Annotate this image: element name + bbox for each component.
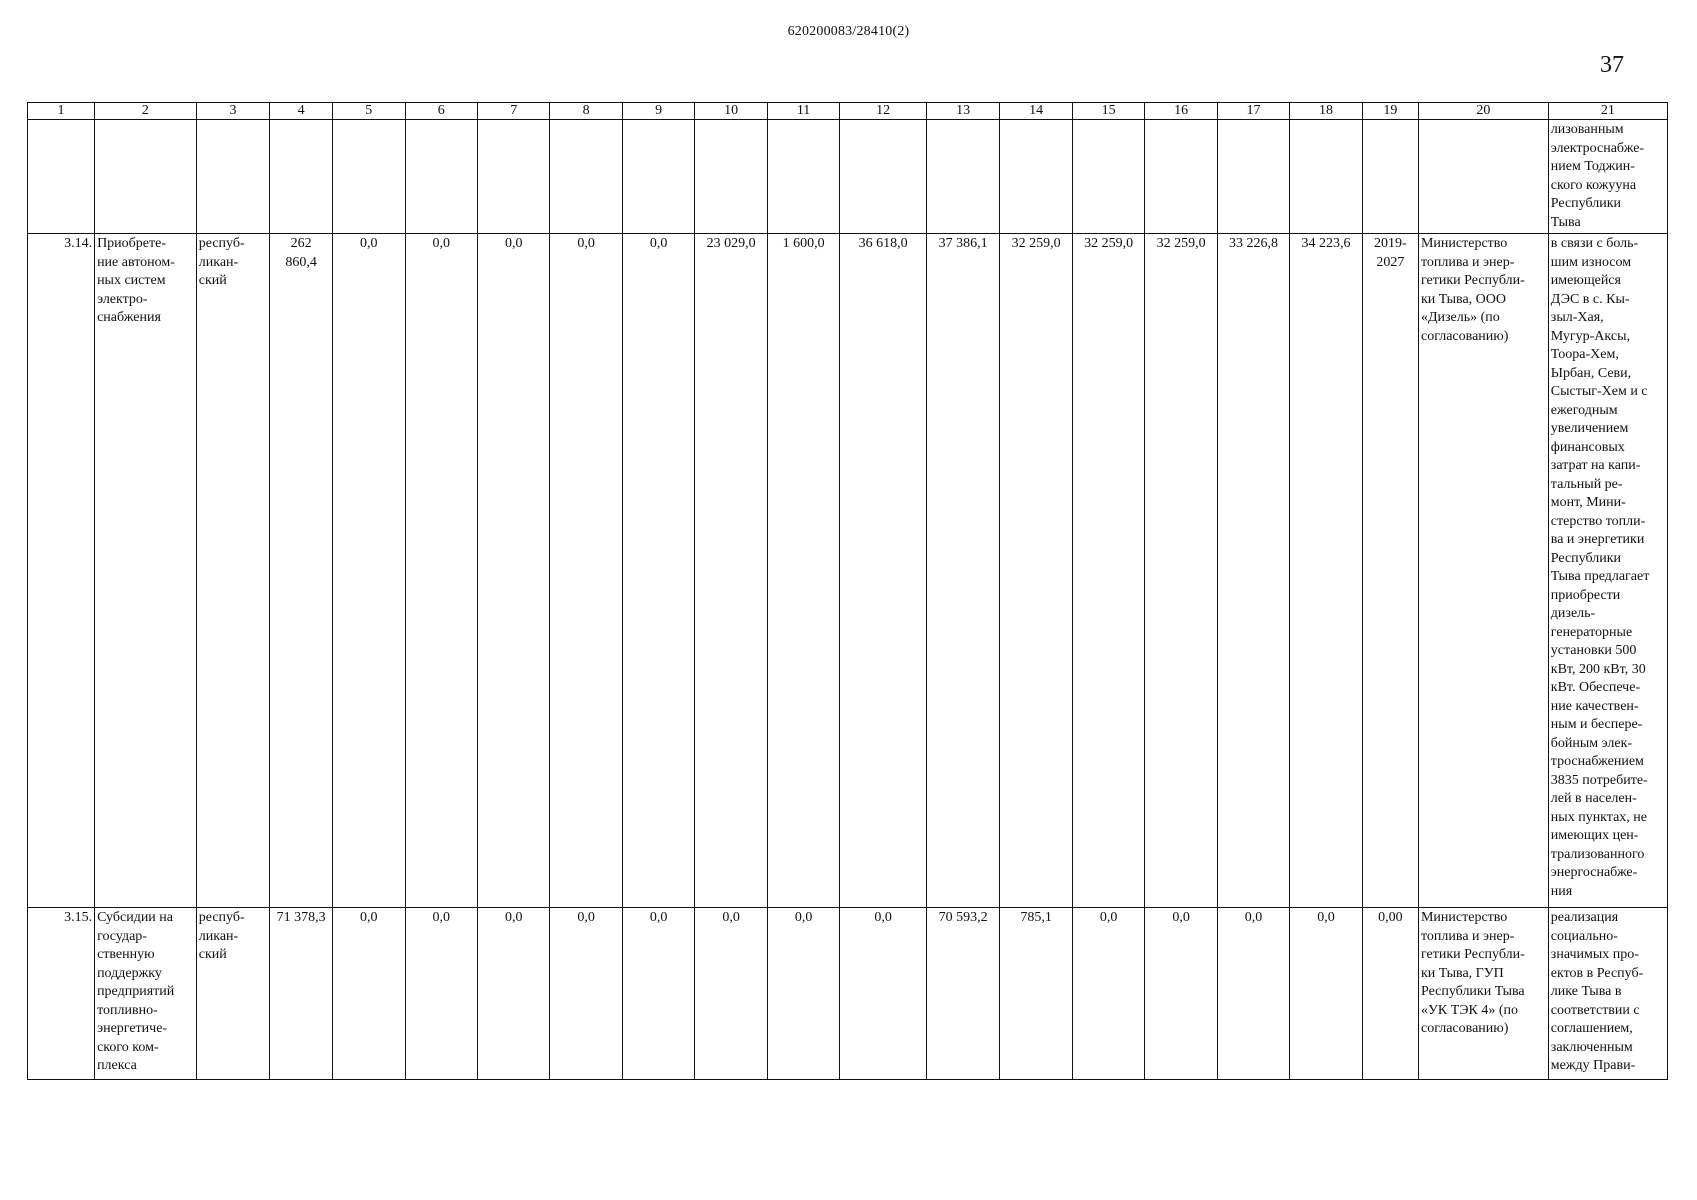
cell-budget-level <box>196 120 270 234</box>
cell-period: 2019- 2027 <box>1362 234 1418 908</box>
cell-responsible: Министерство топлива и энер- гетики Республи- ки Тыва, ГУП Республики Тыва «УК ТЭК 4» (по согласованию) <box>1418 908 1548 1080</box>
cell-value: 0,0 <box>333 234 405 908</box>
col-num-1: 1 <box>28 103 95 120</box>
col-num-10: 10 <box>695 103 767 120</box>
cell-value <box>840 120 927 234</box>
table-row-continuation <box>28 120 1668 234</box>
cell-budget-level: респуб- ликан- ский <box>196 908 270 1080</box>
cell-expected-result: в связи с боль- шим износом имеющейся ДЭС в с. Кы- зыл-Хая, Мугур-Аксы, Тоора-Хем, Ырбан, Севи, Сыстыг-Хем и с ежегодным увеличением финансовых затрат на капи- тальный ре- монт, Мини- стерство топли- ва и энергетики Республики Тыва предлагает приобрести дизель- генераторные установки 500 кВт, 200 кВт, 30 кВт. Обеспече- ние качествен- ным и беспере- бойным элек- троснабжением 3835 потребите- лей в населен- ных пунктах, не имеющих цен- трализованного энергоснабже- ния <box>1548 234 1667 908</box>
table-row-3-14 <box>28 234 1668 908</box>
col-num-7: 7 <box>477 103 549 120</box>
cell-activity: Приобрете- ние автоном- ных систем электро- снабжения <box>95 234 197 908</box>
col-num-20: 20 <box>1418 103 1548 120</box>
cell-value: 0,0 <box>550 908 622 1080</box>
cell-value: 32 259,0 <box>1145 234 1217 908</box>
col-num-14: 14 <box>1000 103 1072 120</box>
cell-value: 0,0 <box>1217 908 1289 1080</box>
cell-value: 0,0 <box>1145 908 1217 1080</box>
cell-value <box>1217 120 1289 234</box>
column-number-row <box>28 103 1668 120</box>
cell-value <box>926 120 1000 234</box>
col-num-3: 3 <box>196 103 270 120</box>
cell-value <box>1000 120 1072 234</box>
cell-value: 0,0 <box>840 908 927 1080</box>
table-row-3-15 <box>28 908 1668 1080</box>
cell-value: 785,1 <box>1000 908 1072 1080</box>
cell-responsible: Министерство топлива и энер- гетики Республи- ки Тыва, ООО «Дизель» (по согласованию) <box>1418 234 1548 908</box>
cell-value <box>550 120 622 234</box>
cell-value: 0,0 <box>1290 908 1362 1080</box>
cell-period <box>1362 120 1418 234</box>
col-num-16: 16 <box>1145 103 1217 120</box>
program-activities-table <box>27 102 1668 1080</box>
col-num-21: 21 <box>1548 103 1667 120</box>
col-num-13: 13 <box>926 103 1000 120</box>
cell-value: 23 029,0 <box>695 234 767 908</box>
cell-activity <box>95 120 197 234</box>
cell-value <box>1290 120 1362 234</box>
cell-responsible <box>1418 120 1548 234</box>
cell-value: 0,0 <box>333 908 405 1080</box>
cell-value <box>1072 120 1144 234</box>
cell-value: 0,0 <box>622 908 694 1080</box>
cell-value: 70 593,2 <box>926 908 1000 1080</box>
cell-value: 0,0 <box>405 908 477 1080</box>
cell-value: 1 600,0 <box>767 234 839 908</box>
cell-value <box>333 120 405 234</box>
cell-value: 0,0 <box>550 234 622 908</box>
cell-value: 33 226,8 <box>1217 234 1289 908</box>
cell-value: 37 386,1 <box>926 234 1000 908</box>
col-num-12: 12 <box>840 103 927 120</box>
col-num-15: 15 <box>1072 103 1144 120</box>
document-id: 620200083/28410(2) <box>787 24 910 39</box>
cell-activity: Субсидии на государ- ственную поддержку предприятий топливно- энергетиче- ского ком- плекса <box>95 908 197 1080</box>
cell-index: 3.15. <box>28 908 95 1080</box>
col-num-6: 6 <box>405 103 477 120</box>
col-num-8: 8 <box>550 103 622 120</box>
cell-value: 0,0 <box>622 234 694 908</box>
cell-value: 0,0 <box>1072 908 1144 1080</box>
cell-value: 34 223,6 <box>1290 234 1362 908</box>
cell-value: 32 259,0 <box>1072 234 1144 908</box>
cell-index <box>28 120 95 234</box>
cell-total: 71 378,3 <box>270 908 333 1080</box>
cell-value <box>622 120 694 234</box>
col-num-5: 5 <box>333 103 405 120</box>
cell-value: 0,0 <box>405 234 477 908</box>
cell-value: 0,0 <box>767 908 839 1080</box>
cell-value: 0,0 <box>695 908 767 1080</box>
cell-value <box>695 120 767 234</box>
cell-period: 0,00 <box>1362 908 1418 1080</box>
col-num-2: 2 <box>95 103 197 120</box>
cell-expected-result: лизованным электроснабже- нием Тоджин- ского кожууна Республики Тыва <box>1548 120 1667 234</box>
cell-value: 36 618,0 <box>840 234 927 908</box>
cell-index: 3.14. <box>28 234 95 908</box>
col-num-11: 11 <box>767 103 839 120</box>
cell-expected-result: реализация социально- значимых про- ектов в Респуб- лике Тыва в соответствии с соглашением, заключенным между Прави- <box>1548 908 1667 1080</box>
col-num-19: 19 <box>1362 103 1418 120</box>
col-num-4: 4 <box>270 103 333 120</box>
cell-value: 32 259,0 <box>1000 234 1072 908</box>
cell-value <box>767 120 839 234</box>
cell-value: 0,0 <box>477 908 549 1080</box>
cell-total: 262 860,4 <box>270 234 333 908</box>
page-number: 37 <box>1600 52 1624 78</box>
col-num-9: 9 <box>622 103 694 120</box>
cell-budget-level: респуб- ликан- ский <box>196 234 270 908</box>
col-num-18: 18 <box>1290 103 1362 120</box>
cell-total <box>270 120 333 234</box>
cell-value <box>477 120 549 234</box>
cell-value <box>405 120 477 234</box>
col-num-17: 17 <box>1217 103 1289 120</box>
cell-value: 0,0 <box>477 234 549 908</box>
cell-value <box>1145 120 1217 234</box>
